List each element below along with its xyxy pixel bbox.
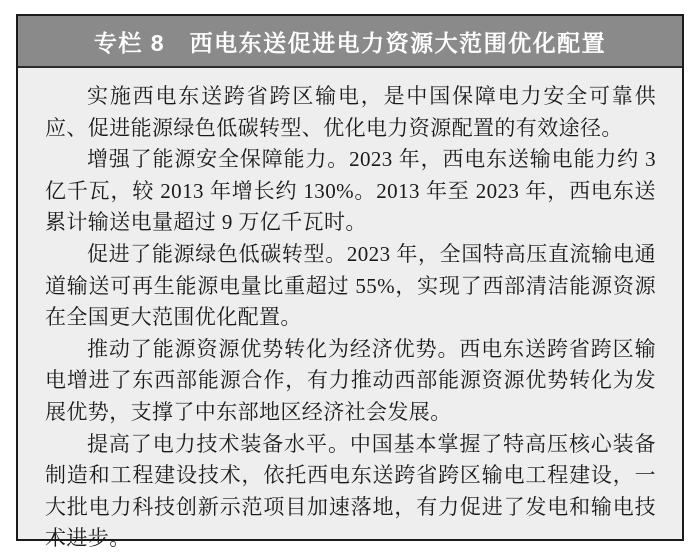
paragraph: 推动了能源资源优势转化为经济优势。西电东送跨省跨区输电增进了东西部能源合作，有力推动西部能源资源优势转化为发展优势，支撑了中东部地区经济社会发展。 <box>45 336 656 424</box>
column-box-body <box>18 68 682 555</box>
paragraph: 促进了能源绿色低碳转型。2023 年，全国特高压直流输电通道输送可再生能源电量比重超过 55%，实现了西部清洁能源资源在全国更大范围优化配置。 <box>45 241 656 330</box>
paragraph: 实施西电东送跨省跨区输电，是中国保障电力安全可靠供应、促进能源绿色低碳转型、优化电力资源配置的有效途径。 <box>45 84 656 140</box>
column-box-header <box>18 16 682 68</box>
column-box-panel <box>16 14 684 551</box>
paragraph: 增强了能源安全保障能力。2023 年，西电东送输电能力约 3 亿千瓦，较 2013 年增长约 130%。2013 年至 2023 年，西电东送累计输送电量超过 9 万亿千瓦时。 <box>45 147 656 235</box>
paragraph: 提高了电力技术装备水平。中国基本掌握了特高压核心装备制造和工程建设技术，依托西电东送跨省跨区输电工程建设，一大批电力科技创新示范项目加速落地，有力促进了发电和输电技术进步。 <box>45 431 656 551</box>
column-box-title: 专栏 8 西电东送促进电力资源大范围优化配置 <box>93 29 607 56</box>
